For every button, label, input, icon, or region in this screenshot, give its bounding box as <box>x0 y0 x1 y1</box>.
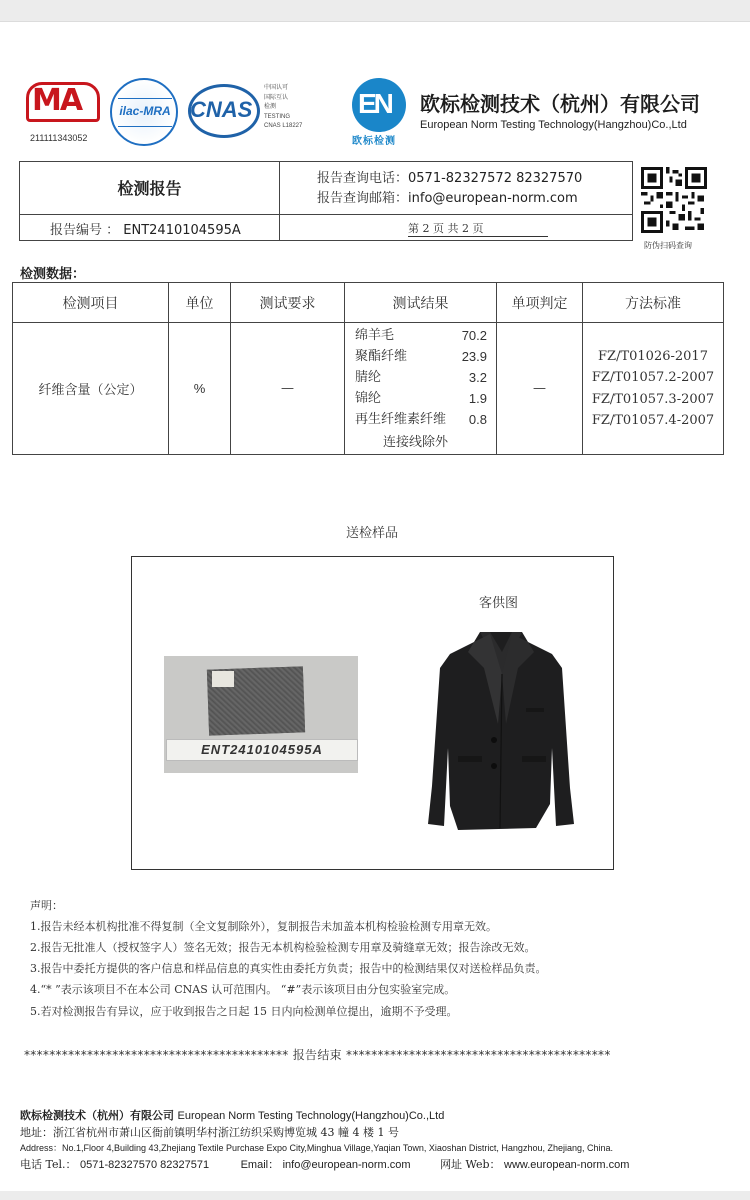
footer-company-cn: 欧标检测技术（杭州）有限公司 <box>20 1109 174 1122</box>
footer-phone-label: 电话 Tel.： <box>20 1158 77 1171</box>
cnas-logo-text: CNAS <box>190 97 253 122</box>
footer-company <box>20 1107 444 1123</box>
col-header: 测试结果 <box>345 283 497 323</box>
test-results <box>345 323 497 455</box>
cnas-logo <box>188 84 260 138</box>
customer-image-caption: 客供图 <box>479 596 519 611</box>
standard: FZ/T01057.2-2007 <box>591 370 715 385</box>
qr-code[interactable] <box>641 167 707 233</box>
phone-value: 0571-82327572 82327570 <box>408 171 583 186</box>
address-cn: 地址：浙江省杭州市萧山区衙前镇明华村浙江纺织采购博览城 43 幢 4 楼 1 号 <box>20 1126 399 1139</box>
divider <box>279 162 280 240</box>
email-value[interactable]: info@european-norm.com <box>408 191 578 206</box>
fiber-name: 锦纶 <box>355 391 382 406</box>
company-name-cn: 欧标检测技术（杭州）有限公司 <box>420 92 700 116</box>
footer-email-label: Email： <box>240 1159 280 1171</box>
fiber-name: 腈纶 <box>355 370 382 385</box>
ilac-line-top <box>118 98 172 99</box>
page-info: 第 2 页 共 2 页 <box>408 222 484 235</box>
fiber-value: 0.8 <box>468 412 487 427</box>
report-number-value: ENT2410104595A <box>123 223 241 238</box>
report-number <box>50 219 241 238</box>
declaration-item: 5.若对检测报告有异议，应于收到报告之日起 15 日内向检测单位提出，逾期不予受理。 <box>30 1005 458 1018</box>
col-header: 单项判定 <box>497 283 583 323</box>
ilac-line-bottom <box>118 126 172 127</box>
email-label: 报告查询邮箱： <box>317 191 409 206</box>
data-section-title: 检测数据： <box>20 267 86 282</box>
standard: FZ/T01026-2017 <box>598 348 708 364</box>
cnas-line: 检测 <box>264 104 277 110</box>
table-row <box>13 323 724 455</box>
page-underline <box>408 236 548 237</box>
requirement: — <box>231 323 345 455</box>
footer-company-en: European Norm Testing Technology(Hangzhou)Co.,Ltd <box>177 1110 445 1122</box>
footer-contact <box>20 1156 629 1172</box>
fabric-tag <box>212 671 234 687</box>
test-item: 纤维含量（公定） <box>13 323 169 455</box>
declaration-item: 3.报告中委托方提供的客户信息和样品信息的真实性由委托方负责；报告中的检测结果仅对送检样品负责。 <box>30 962 547 975</box>
result-note: 连接线除外 <box>383 435 449 450</box>
footer-web-label: 网址 Web： <box>440 1158 501 1171</box>
report-info-box <box>19 161 633 241</box>
standard: FZ/T01057.3-2007 <box>591 391 715 407</box>
method-standards <box>583 323 724 455</box>
fiber-name: 绵羊毛 <box>355 328 395 343</box>
coat-image <box>428 628 574 834</box>
cnas-line: 国际互认 <box>264 94 289 101</box>
top-bar <box>0 0 750 22</box>
qr-caption: 防伪扫码查询 <box>644 241 692 250</box>
cnas-line: 中国认可 <box>264 85 289 91</box>
company-name-en: European Norm Testing Technology(Hangzhou)Co.,Ltd <box>420 119 687 131</box>
standard: FZ/T01057.4-2007 <box>591 413 715 428</box>
phone-label: 报告查询电话： <box>317 171 409 186</box>
fiber-value: 3.2 <box>468 370 487 385</box>
col-header: 检测项目 <box>13 283 169 323</box>
report-title: 检测报告 <box>117 179 182 198</box>
cma-logo <box>26 82 102 142</box>
cnas-line: TESTING <box>264 113 291 120</box>
cnas-line: CNAS L18227 <box>264 123 303 129</box>
footer-email-value[interactable]: info@european-norm.com <box>282 1159 411 1171</box>
european-norm-logo <box>352 78 406 132</box>
footer-address-cn <box>20 1124 399 1140</box>
footer-phone-value: 0571-82327570 82327571 <box>80 1159 210 1171</box>
fiber-name: 再生纤维素纤维 <box>355 412 447 427</box>
en-logo-text: EN <box>358 88 391 119</box>
ilac-logo-text: ilac-MRA <box>119 104 171 118</box>
report-end-marker: ****************************************** 报告结束 ****************************************** <box>24 1048 611 1062</box>
unit: % <box>169 323 231 455</box>
verdict: — <box>497 323 583 455</box>
report-number-label: 报告编号 ： <box>50 223 120 238</box>
en-logo-subtitle: 欧标检测 <box>352 136 396 147</box>
fiber-name: 聚酯纤维 <box>355 349 408 364</box>
ilac-mra-logo <box>110 78 178 146</box>
cma-number: 211111343052 <box>30 133 88 143</box>
fiber-value: 23.9 <box>461 349 487 364</box>
declaration-item: 1.报告未经本机构批准不得复制（全文复制除外），复制报告未加盖本机构检验检测专用章无效。 <box>30 920 497 933</box>
fiber-value: 70.2 <box>461 328 487 343</box>
footer-address-en <box>20 1141 613 1154</box>
divider <box>20 214 632 215</box>
sample-label: ENT2410104595A <box>166 739 358 761</box>
cma-logo-text: MA <box>32 83 82 118</box>
col-header: 方法标准 <box>583 283 724 323</box>
bottom-bar <box>0 1191 750 1200</box>
address-en: Address：No.1,Floor 4,Building 43,Zhejiang Textile Purchase Expo City,Minghua Village,Yaqian Town, Xiaoshan District, Hangzhou, Zhejiang, China. <box>20 1143 613 1153</box>
col-header: 单位 <box>169 283 231 323</box>
report-contact <box>317 169 582 209</box>
table-header-row <box>13 283 724 323</box>
footer-web-value[interactable]: www.european-norm.com <box>504 1159 630 1171</box>
col-header: 测试要求 <box>231 283 345 323</box>
sample-title: 送检样品 <box>346 526 399 541</box>
declaration-title: 声明： <box>30 899 63 912</box>
test-data-table <box>12 282 724 455</box>
declaration-item: 4.“* ”表示该项目不在本公司 CNAS 认可范围内。 “#”表示该项目由分包实验室完成。 <box>30 983 456 996</box>
declaration-item: 2.报告无批准人（授权签字人）签名无效；报告无本机构检验检测专用章及骑缝章无效；报告涂改无效。 <box>30 941 536 954</box>
cnas-accreditation-text <box>264 84 324 132</box>
fiber-value: 1.9 <box>468 391 487 406</box>
